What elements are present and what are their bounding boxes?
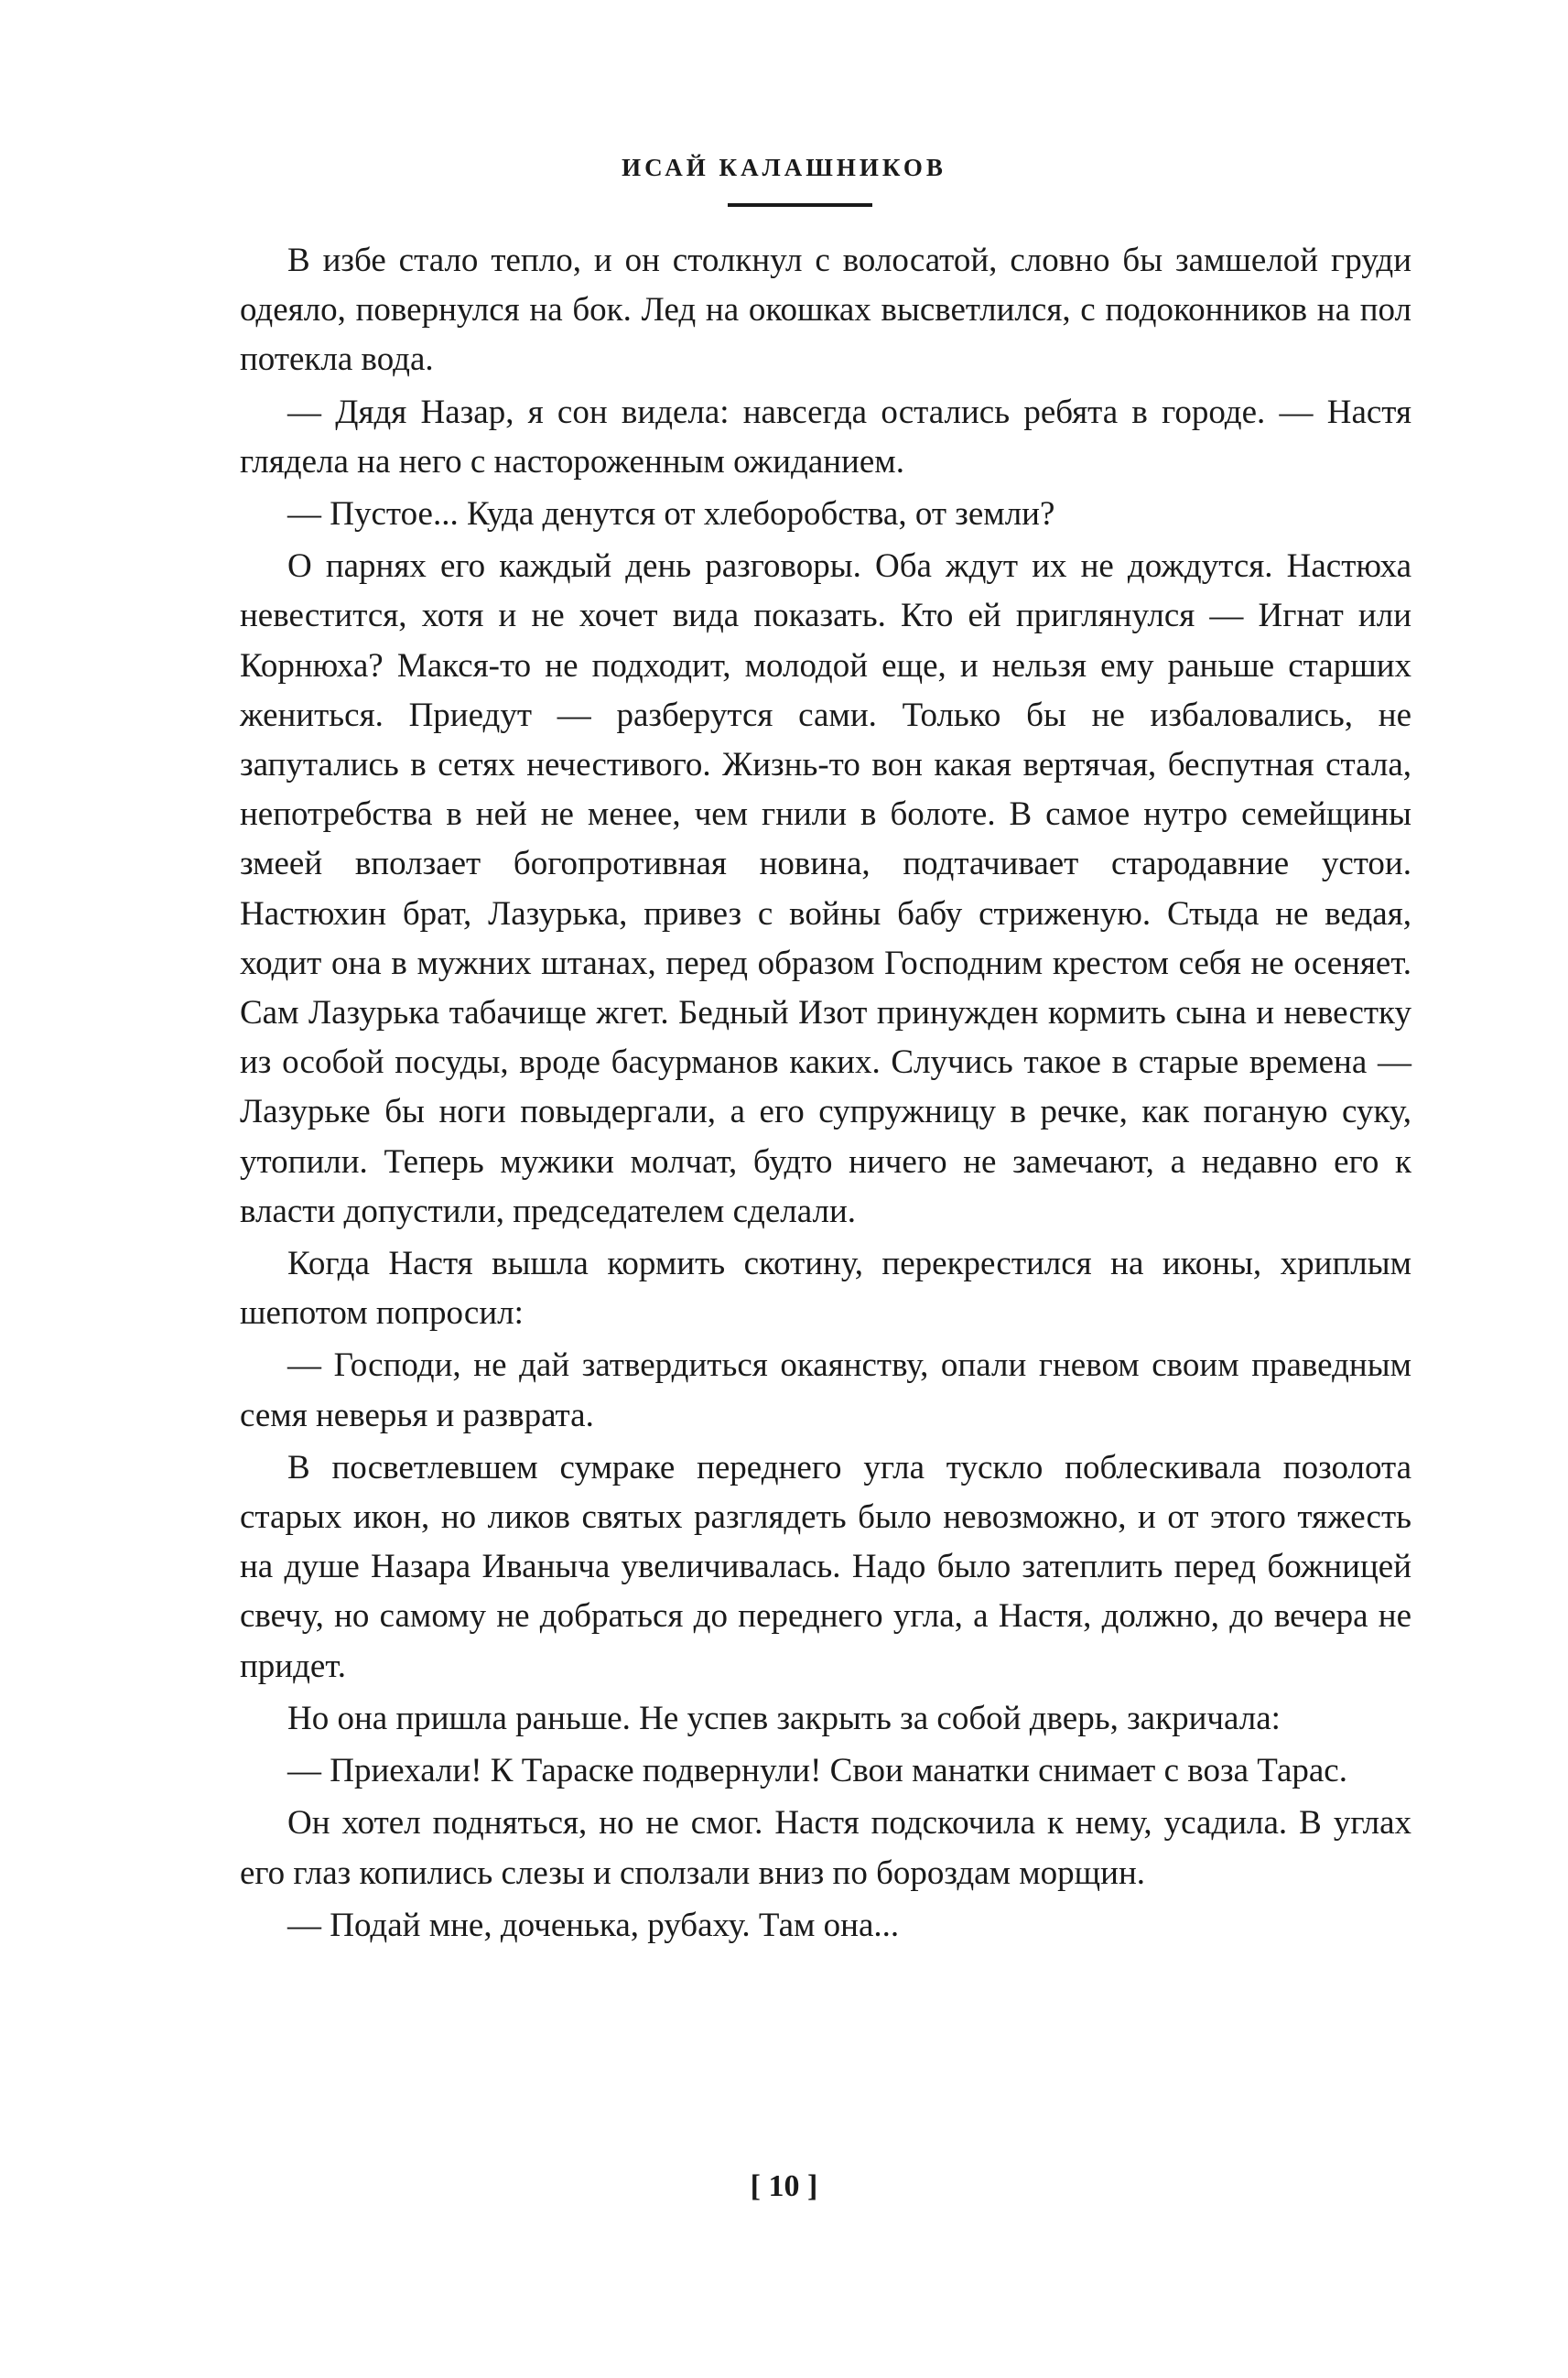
paragraph: — Пустое... Куда денутся от хлеборобства, от земли? bbox=[287, 495, 1055, 534]
paragraph: — Подай мне, доченька, рубаху. Там она... bbox=[287, 1906, 900, 1944]
paragraph: Он хотел подняться, но не смог. Настя подскочила к нему, усадила. В углах его глаз копились слезы и сползали вниз по бороздам морщин. bbox=[240, 1804, 1411, 1892]
paragraph: О парнях его каждый день разговоры. Оба ждут их не дождутся. Настюха невестится, хотя и не хочет вида показать. Кто ей приглянулся — Игнат или Корнюха? Макся-то не подходит, молодой еще, и нельзя ему раньше старших жениться. Приедут — разберутся сами. Только бы не избаловались, не запутались в сетях нечестивого. Жизнь-то вон какая вертячая, беспутная стала, непотребства в ней не менее, чем гнили в болоте. В самое нутро семейщины змеей вползает богопротивная новина, подтачивает стародавние устои. Настюхин брат, Лазурька, привез с войны бабу стриженую. Стыда не ведая, ходит она в мужних штанах, перед образом Господним крестом себя не осеняет. Сам Лазурька табачище жгет. Бедный Изот принужден кормить сына и невестку из особой посуды, вроде басурманов каких. Случись такое в старые времена — Лазурьке бы ноги повыдергали, а его супружницу в речке, как поганую суку, утопили. Теперь мужики молчат, будто ничего не замечают, а недавно его к власти допустили, председателем сделали. bbox=[240, 547, 1411, 1230]
paragraph: Но она пришла раньше. Не успев закрыть за собой дверь, закричала: bbox=[287, 1699, 1281, 1737]
paragraph: В посветлевшем сумраке переднего угла тускло поблескивала позолота старых икон, но ликов святых разглядеть было невозможно, и от этого тяжесть на душе Назара Иваныча увеличивалась. Надо было затеплить перед божницей свечу, но самому не добраться до переднего угла, а Настя, должно, до вечера не придет. bbox=[240, 1448, 1411, 1685]
paragraph: — Дядя Назар, я сон видела: навсегда остались ребята в городе. — Настя глядела на него с настороженным ожиданием. bbox=[240, 393, 1411, 481]
paragraph: — Приехали! К Тараске подвернули! Свои манатки снимает с воза Тарас. bbox=[287, 1752, 1347, 1790]
head-rule bbox=[728, 203, 872, 207]
paragraph: — Господи, не дай затвердиться окаянству, опали гневом своим праведным семя неверья и разврата. bbox=[240, 1346, 1411, 1434]
paragraph: Когда Настя вышла кормить скотину, перекрестился на иконы, хриплым шепотом попросил: bbox=[240, 1245, 1411, 1333]
page-number-close-bracket: ] bbox=[807, 2169, 818, 2203]
body-text bbox=[240, 236, 1411, 1953]
page-number-value: 10 bbox=[768, 2169, 800, 2203]
running-head: ИСАЙ КАЛАШНИКОВ bbox=[622, 154, 946, 181]
page-number-open-bracket: [ bbox=[750, 2169, 761, 2203]
page-number bbox=[0, 2169, 1568, 2204]
paragraph: В избе стало тепло, и он столкнул с волосатой, словно бы замшелой груди одеяло, повернулся на бок. Лед на окошках высветлился, с подоконников на пол потекла вода. bbox=[240, 242, 1411, 379]
